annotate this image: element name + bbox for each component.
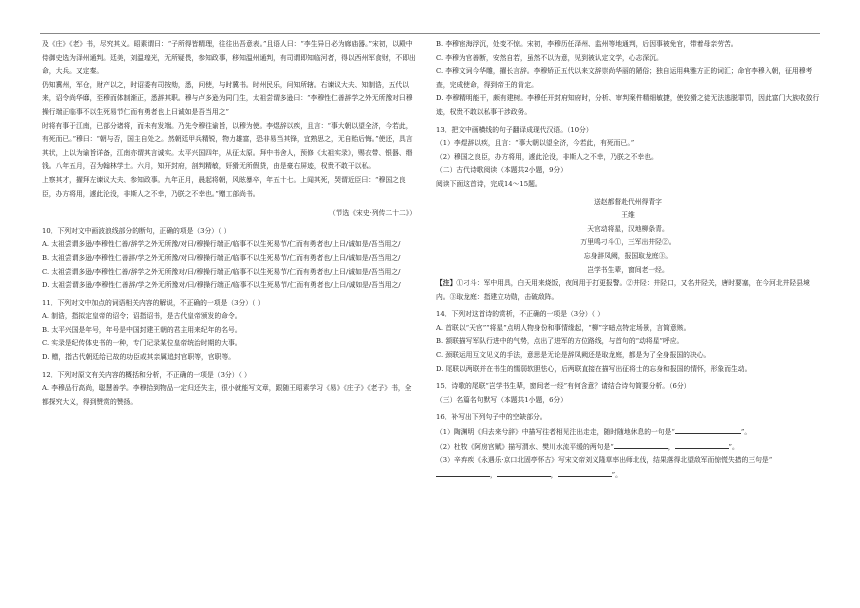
- answer-blank[interactable]: [675, 440, 729, 449]
- passage-source: （节选《宋史·列传二十二》）: [328, 209, 416, 218]
- question-14-option-d[interactable]: D. 尾联以两联并在书生的懦弱软胆怯心，后两联直接在描写出征将士的忘身和报国的情怀，形象而生动。: [436, 364, 752, 373]
- question-10: [42, 225, 416, 293]
- question-11-option-d[interactable]: D. 赠，指古代朝廷给已故的功臣或其亲属追封官职等，官职等。: [42, 353, 236, 362]
- question-16-item-1: （1）陶渊明《归去来兮辞》中描写往者相见注出走走，随时随地休息的一句是“ ”。: [436, 425, 820, 440]
- answer-blank[interactable]: [614, 440, 668, 449]
- poem-note: [436, 277, 820, 304]
- top-rule: [40, 33, 820, 34]
- section-poetry-heading: （二）古代诗歌阅读（本题共2小题，9分）: [436, 166, 567, 175]
- question-13-stem: 13．把文中画横线的句子翻译成现代汉语。（10分）: [436, 125, 593, 134]
- question-12-option-b2[interactable]: C. 李穆为官善断，安然自若，虽然不以为意，见到被认定文学，心志深沉。: [436, 53, 663, 62]
- question-10-stem: 10．下列对文中画波浪线部分的断句，正确的项是（3分）（ ）: [42, 226, 231, 235]
- question-12-option-c[interactable]: C. 李穆文词今华雕，擢长言辞。李穆矫正五代以来文辞崇尚华丽的陋俗；独自运用典雅方正的词汇；命官李穆入朝，征用穆考查，完成使命，得到帝王的肯定。: [436, 67, 813, 89]
- passage-paragraph-4: 上察其才，擢拜左谏议大夫、参知政事。九年正月，晨起将朝，风眩暴卒，年五十七。上闻其死，哭谓近臣曰：“穆国之良臣，办方将用，遽此沦没，非斯人之不幸，乃朕之不幸也。”赠工部尚书。: [42, 175, 406, 198]
- question-10-option-b[interactable]: B. 太祖尝谓多逊/李穆性仁善辞/学之外无所豫/对曰/穆操行端正/临事不以生死易节/仁而有勇者也/上曰/诚如是/吾当用之/: [42, 253, 401, 262]
- question-16-item-2: （2）杜牧《阿房宫赋》描写渭水、樊川水流平缓的两句是“ ， ”。: [436, 440, 820, 455]
- question-16-item-1-text: （1）陶渊明《归去来兮辞》中描写往者相见注出走走，随时随地休息的一句是“: [436, 428, 675, 437]
- question-13-item-2: （2）穆国之良臣，办方将用，遽此沦没，非斯人之不幸，乃朕之不幸也。: [436, 152, 658, 161]
- question-14: [436, 308, 820, 376]
- question-10-option-c[interactable]: C. 太祖尝谓多逊/李穆性仁善/辞学之外无所豫对/曰/穆操行端正/临事不以生死易节/仁而有勇者也/上曰/诚如是/吾当用之/: [42, 267, 401, 276]
- question-16-item-3: （3）辛弃疾《永遇乐·京口北固亭怀古》写宋文帝刘义隆草率出师北伐，结果落得北望敌军而惊慌失措的三句是“， ， ”。: [436, 456, 773, 479]
- question-12: [42, 369, 416, 410]
- poem-line-1: 天官动将星，汉地柳条青。: [587, 224, 669, 233]
- poem-block: [436, 196, 820, 305]
- poetry-instruction: 阅读下面这首诗，完成14～15题。: [436, 179, 542, 188]
- question-11: [42, 297, 416, 365]
- right-column: [436, 38, 820, 598]
- poem-note-label: 【注】: [436, 279, 457, 288]
- poem-line-2: 万里鸣刁斗①，三军出井陉②。: [580, 238, 676, 247]
- question-13: [436, 124, 820, 165]
- question-12-option-a[interactable]: A. 李穆品行高尚，聪慧善学。李穆拾到物品一定归还失主，很小就能写文章，跟随王昭素学习《易》《庄子》《老子》书，全都探究大义，得到赞赏的赞扬。: [42, 384, 412, 406]
- question-14-stem: 14．下列对这首诗的赏析，不正确的一项是（3分）（ ）: [436, 310, 605, 319]
- question-10-option-a[interactable]: A. 太祖尝谓多逊/李穆性仁善/辞学之外无所豫/对曰/穆操行端正/临事不以生死易节/仁而有勇者也/上曰/诚如是/吾当用之/: [42, 240, 401, 249]
- question-16-stem: 16．补写出下列句子中的空缺部分。: [436, 413, 547, 422]
- answer-blank[interactable]: [436, 468, 490, 477]
- question-11-option-c[interactable]: C. 实录是纪传体史书的一种，专门记录某位皇帝统治时期的大事。: [42, 339, 242, 348]
- question-12-stem: 12．下列对原文有关内容的概括和分析，不正确的一项是（3分）（ ）: [42, 370, 251, 379]
- answer-blank[interactable]: [558, 468, 612, 477]
- question-11-option-b[interactable]: B. 太平兴国是年号，年号是中国封建王朝的君主用来纪年的名号。: [42, 325, 242, 334]
- question-14-option-c[interactable]: C. 颈联运用互文见义的手法，意思是无论是辞凤阙还是取龙庭，都是为了全身报国的决心。: [436, 351, 711, 360]
- question-16-item-2-text: （2）杜牧《阿房宫赋》描写渭水、樊川水流平缓的两句是“: [436, 442, 614, 451]
- answer-blank[interactable]: [675, 425, 741, 434]
- poem-line-4: 岂学书生辈，窗间老一经。: [587, 265, 669, 274]
- question-15: 15．诗歌的尾联“岂学书生辈，窗间老一经”有何含意？请结合诗句简要分析。（6分）: [436, 382, 691, 391]
- section-dictation-heading: （三）名篇名句默写（本题共1小题，6分）: [436, 395, 567, 404]
- question-13-item-1: （1）李煜辞以疾，且言：“事大朝以望全济，今若此，有死而已。”: [436, 139, 635, 148]
- question-16: [436, 411, 820, 482]
- question-11-option-a[interactable]: A. 制诰，指拟定皇帝的诏令；诏指诏书，是古代皇帝颁发的命令。: [42, 312, 242, 321]
- poem-author: 王维: [621, 211, 635, 220]
- question-12-option-d[interactable]: D. 李穆精明能干，颇有建树。李穆任开封府知府时，分析、审判案件精细敏捷，使狡猾之徒无法逃脱罪罚，因此富门大族收敛行迹，权贵不敢以私事干涉政务。: [436, 94, 820, 116]
- question-11-stem: 11．下列对文中加点的词语相关内容的解说，不正确的一项是（3分）（ ）: [42, 298, 265, 307]
- poem-title: 送赵都督赴代州得青字: [594, 197, 662, 206]
- passage-paragraph-2: 仍知冀州，军仓，财产以之，时诏委有司按劾，悉，问使，与时冀书。时州民乐，问知所辖。右谏议大夫、知制诰，五代以来，诏令尚华靡，至穆而体制渐正，悉辞其职。穆与卢多逊为同门生，太祖尝谓多逊曰：“李穆性仁善辞学之外无所豫对曰穆操行端正临事不以生死易节仁而有勇者也上曰诚如是吾当用之”: [42, 80, 413, 116]
- question-14-option-b[interactable]: B. 颔联描写军队行进中的气势，点出了进军的方位路线，与首句的“动将星”呼应。: [436, 337, 684, 346]
- question-10-option-d[interactable]: D. 太祖尝谓多逊/李穆性仁善辞/学之外无所豫对/曰/穆操行端正/临事不以生死易节/仁而有勇者也/上曰/诚如是/吾当用之/: [42, 281, 401, 290]
- passage-paragraph-1: 及《庄》《老》书，尽究其义。昭素谓曰：“子所得皆精理，往往出吾意表。”且语人曰：“李生异日必为廊庙器。”宋初，以殿中侍御史选为泽州通判。廷美，刘温瑝光，无所疑畏，参知政事，移知温州通判，有司谓即知临河者，得以西州军食财，不即出命，大兵。又定秦。: [42, 40, 416, 76]
- question-14-option-a[interactable]: A. 首联以“天官”“将星”点明人物身份和事情缘起，“柳”字暗点特定场景，言简意赅。: [436, 323, 691, 332]
- passage-paragraph-3: 时将有事于江南，已部分诸将，而未有发端。乃先令穆往谕旨，以穆为使。李煜辞以疾，且言：“事大朝以望全济，今若此，有死而已。”穆曰：“朝与否，国主自处之。然朝廷甲兵精锐，物力雄富，恐非易当其锋，宜熟思之，无自贻后悔。”使还，具言其状，上以为谕旨详备，江南亦谓其言诚实。太平兴国四年，从征太原。拜中书舍人，预修《太祖实录》，赐衣带、银器、缗钱。八年五月，召为翰林学士。六月，知开封府，剖判精敏，奸猾无所假贷，由是豪右屏迹，权贵不敢干以私。: [42, 121, 413, 171]
- question-16-item-3-text: （3）辛弃疾《永遇乐·京口北固亭怀古》写宋文帝刘义隆草率出师北伐，结果落得北望敌军而惊慌失措的三句是“: [436, 456, 773, 465]
- answer-blank[interactable]: [497, 468, 551, 477]
- poem-line-3: 忘身辞凤阙，报国取龙庭③。: [583, 251, 673, 260]
- left-column: [42, 38, 416, 598]
- poem-note-text: ①刁斗：军中用具，白天用来烧饭，夜间用于打更报警。②井陉：井陉口，又名井陉关，唐时要塞，在今河北井陉县境内。③取龙庭：指建立功勋，击破敌阵。: [436, 279, 810, 301]
- question-12-option-b[interactable]: B. 李穆宦海浮沉，处变不惊。宋初，李穆历任泽州、监州等地通判，后因事被免官，带着母亲劳苦。: [436, 40, 738, 48]
